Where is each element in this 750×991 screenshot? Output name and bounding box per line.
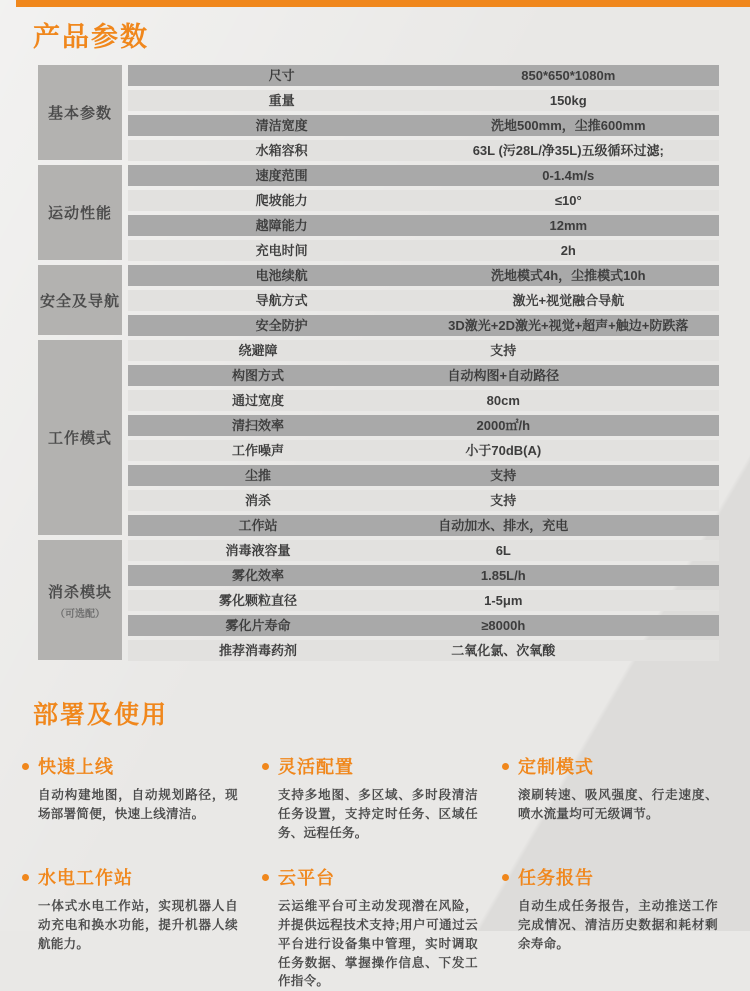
spec-row-cleaning-width (128, 115, 719, 136)
feature-title-row (22, 864, 238, 890)
spec-value: 激光+视觉融合导航 (512, 293, 625, 308)
category-label: 工作模式 (47, 430, 112, 447)
spec-value: 小于70dB(A) (465, 443, 542, 458)
spec-value: 支持 (490, 493, 517, 508)
feature-description: 云运维平台可主动发现潜在风险，并提供远程技术支持;用户可通过云平台进行设备集中管理，实时调取任务数据、掌握操作信息、下发工作指令。 (278, 899, 478, 989)
spec-name: 通过宽度 (232, 393, 285, 408)
spec-value: 洗地模式4h，尘推模式10h (490, 268, 646, 283)
category-label: 安全及导航 (39, 292, 120, 310)
spec-value: 1-5μm (484, 593, 523, 608)
feature-description: 支持多地图、多区域、多时段清洁任务设置，支持定时任务、区域任务、远程任务。 (278, 788, 478, 840)
category-label: 基本参数 (47, 105, 112, 122)
spec-name: 充电时间 (255, 243, 308, 258)
feature-description: 自动生成任务报告，主动推送工作完成情况、清洁历史数据和耗材剩余寿命。 (518, 899, 718, 951)
spec-row-disinfection (128, 490, 719, 511)
spec-row-workstation (128, 515, 719, 536)
spec-row-safety-protection (128, 315, 719, 336)
spec-row-dust-mopping (128, 465, 719, 486)
spec-row-dimensions (128, 65, 719, 86)
spec-row-recommended-disinfectant (128, 640, 719, 661)
spec-row-atomization-efficiency (128, 565, 719, 586)
bullet-dot-icon (502, 874, 509, 881)
spec-table (38, 65, 719, 665)
spec-name: 尺寸 (268, 68, 295, 83)
feature-description: 滚刷转速、吸风强度、行走速度、喷水流量均可无级调节。 (518, 788, 718, 821)
spec-value: ≥8000h (481, 618, 526, 633)
feature-cloud-platform (262, 864, 502, 991)
feature-title-row (502, 864, 718, 890)
spec-row-working-noise (128, 440, 719, 461)
spec-row-speed-range (128, 165, 719, 186)
category-motion-performance (38, 165, 122, 260)
feature-description: 一体式水电工作站，实现机器人自动充电和换水功能，提升机器人续航能力。 (38, 899, 238, 951)
spec-value: 2000㎡/h (476, 418, 531, 433)
spec-value: 63L (污28L/净35L)五级循环过滤; (472, 143, 664, 158)
bullet-dot-icon (502, 763, 509, 770)
feature-title: 云平台 (278, 868, 335, 889)
deploy-section-title: 部署及使用 (33, 701, 169, 729)
spec-value: 1.85L/h (480, 568, 526, 583)
spec-name: 工作噪声 (232, 443, 285, 458)
spec-row-weight (128, 90, 719, 111)
spec-value: 3D激光+2D激光+视觉+超声+触边+防跌落 (448, 318, 689, 333)
feature-title-row (262, 864, 478, 890)
spec-value: ≤10° (554, 193, 582, 208)
spec-row-obstacle-crossing (128, 215, 719, 236)
spec-name: 雾化片寿命 (225, 618, 291, 633)
category-work-modes (38, 340, 122, 535)
category-label: 消杀模块 (47, 583, 112, 601)
spec-row-disinfectant-capacity (128, 540, 719, 561)
feature-title: 水电工作站 (38, 868, 133, 889)
spec-name: 雾化颗粒直径 (219, 593, 298, 608)
spec-name: 清洁宽度 (255, 118, 308, 133)
spec-value: 12mm (549, 218, 588, 233)
category-disinfection-module (38, 540, 122, 660)
spec-name: 电池续航 (255, 268, 308, 283)
spec-value: 自动构图+自动路径 (447, 368, 560, 383)
feature-title-row (262, 753, 478, 779)
category-label: 运动性能 (47, 205, 112, 222)
feature-title: 任务报告 (518, 868, 594, 889)
spec-row-battery-life (128, 265, 719, 286)
spec-value: 自动加水、排水，充电 (438, 518, 569, 533)
spec-row-atomizer-lifespan (128, 615, 719, 636)
spec-name: 推荐消毒药剂 (219, 643, 298, 658)
bullet-dot-icon (22, 763, 29, 770)
feature-description: 自动构建地图，自动规划路径，现场部署简便，快速上线清洁。 (38, 788, 238, 821)
spec-value: 6L (495, 543, 511, 558)
spec-name: 水箱容积 (255, 143, 308, 158)
spec-name: 雾化效率 (232, 568, 285, 583)
spec-row-cleaning-efficiency (128, 415, 719, 436)
spec-value: 2h (560, 243, 576, 258)
spec-value: 0-1.4m/s (542, 168, 595, 183)
spec-row-particle-diameter (128, 590, 719, 611)
spec-value: 支持 (490, 343, 517, 358)
feature-water-power-station (22, 864, 262, 991)
category-safety-navigation (38, 265, 122, 335)
spec-row-climbing-ability (128, 190, 719, 211)
feature-title: 定制模式 (518, 757, 594, 777)
spec-row-mapping-method (128, 365, 719, 386)
feature-quick-launch (22, 753, 262, 842)
spec-row-charging-time (128, 240, 719, 261)
spec-name: 构图方式 (232, 368, 285, 383)
spec-name: 清扫效率 (232, 418, 285, 433)
category-sublabel-optional: （可选配） (55, 608, 105, 620)
bullet-dot-icon (262, 874, 269, 881)
feature-grid (22, 753, 720, 991)
spec-value: 80cm (486, 393, 520, 408)
spec-name: 越障能力 (255, 218, 308, 233)
spec-value: 二氧化氯、次氧酸 (451, 643, 556, 658)
spec-category-column (38, 65, 122, 665)
products-section-title: 产品参数 (33, 22, 149, 52)
category-basic-params (38, 65, 122, 160)
spec-row-navigation-method (128, 290, 719, 311)
spec-value: 150kg (549, 93, 587, 108)
spec-name: 重量 (268, 93, 295, 108)
spec-name: 爬坡能力 (255, 193, 308, 208)
spec-value: 洗地500mm，尘推600mm (490, 118, 646, 133)
bullet-dot-icon (22, 874, 29, 881)
spec-row-passage-width (128, 390, 719, 411)
spec-name: 消杀 (245, 493, 272, 508)
spec-name: 速度范围 (255, 168, 308, 183)
spec-name: 工作站 (238, 518, 278, 533)
spec-rows-column (128, 65, 719, 665)
spec-name: 绕避障 (238, 343, 278, 358)
feature-flexible-config (262, 753, 502, 842)
feature-title: 快速上线 (38, 757, 114, 777)
feature-custom-mode (502, 753, 742, 842)
spec-name: 安全防护 (255, 318, 308, 333)
spec-name: 尘推 (245, 468, 272, 483)
spec-value: 支持 (490, 468, 517, 483)
spec-name: 导航方式 (255, 293, 308, 308)
bullet-dot-icon (262, 763, 269, 770)
feature-task-report (502, 864, 742, 991)
spec-row-obstacle-avoidance (128, 340, 719, 361)
spec-name: 消毒液容量 (225, 543, 291, 558)
feature-title-row (502, 753, 718, 779)
spec-row-tank-capacity (128, 140, 719, 161)
feature-title-row (22, 753, 238, 779)
spec-value: 850*650*1080m (521, 68, 616, 83)
feature-title: 灵活配置 (278, 757, 354, 777)
